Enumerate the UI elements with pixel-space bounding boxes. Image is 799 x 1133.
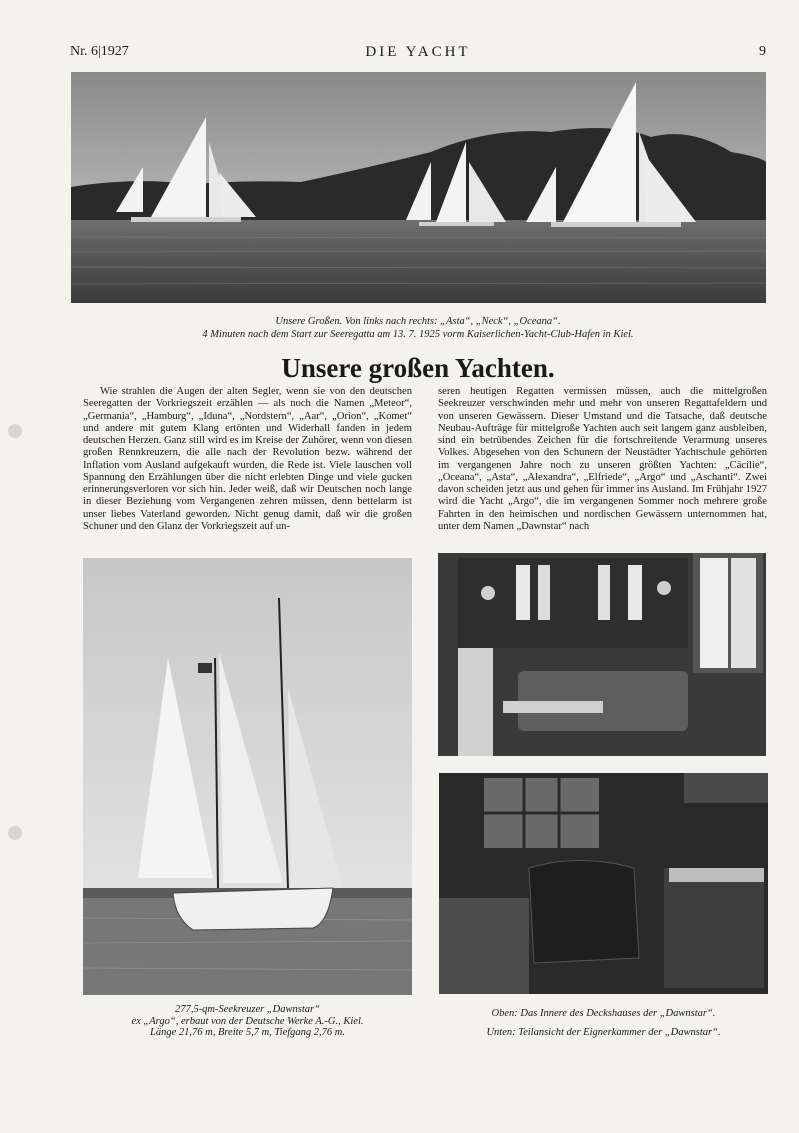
caption-line: ex „Argo“, erbaut von der Deutsche Werke A.-G., Kiel. bbox=[131, 1015, 364, 1027]
article-title: Unsere großen Yachten. bbox=[281, 353, 555, 383]
deckhouse-interior-photo bbox=[438, 553, 766, 756]
caption-line: Unsere Großen. Von links nach rechts: „Asta“, „Neck“, „Oceana“. bbox=[275, 316, 561, 327]
caption-line: Länge 21,76 m, Breite 5,7 m, Tiefgang 2,76 m. bbox=[149, 1027, 346, 1038]
page-header bbox=[70, 44, 766, 64]
schooner-photo-caption bbox=[83, 1004, 412, 1039]
punch-hole bbox=[8, 424, 22, 438]
regatta-photo bbox=[71, 72, 766, 303]
caption-line: Unten: Teilansicht der Eignerkammer der „Dawnstar“. bbox=[486, 1027, 721, 1038]
paragraph: seren heutigen Regatten vermissen müssen, auch die mittelgroßen Seekreuzer verschwinden mehr und mehr von unseren Regattafeldern und von unseren Gewässern. Dieser Umstand und die Tatsache, daß deutsche Neubau-Aufträge für mittelgroße Yachten auch seit langem ganz ausbleiben, sind ein betrübendes Zeichen für die fortschreitende Verarmung unseres Volkes. Abgesehen von den Schunern der Neustädter Yachtschule gehörten im vergangenen Jahre noch zu unseren größten Yachten: „Cäcilie“, „Oceana“, „Asta“, „Alexandra“, „Elfriede“, „Argo“ und „Aschanti“. Zwei davon scheiden jetzt aus und gehen für immer ins Ausland. Im Frühjahr 1927 wird die Yacht „Argo“, die im vergangenen Sommer noch mehrere große Fahrten in den heimischen und nordischen Gewässern unternommen hat, unter dem Namen „Dawnstar“ nach bbox=[438, 386, 767, 532]
article-column-left bbox=[83, 386, 412, 533]
paragraph: Wie strahlen die Augen der alten Segler, wenn sie von den deutschen Seeregatten der Vorkriegszeit erzählen — als noch die Namen „Meteor“, „Germania“, „Hamburg“, „Iduna“, „Nordstern“, „Aar“, „Orion“, „Komet“ und andere mit gutem Klang ertönten und Widerhall fanden in jedem deutschen Herzen. Ganz still wird es im Kreise der Zuhörer, wenn von diesen großen Rennkreuzern, die alle nach der Revolution bezw. während der Inflation vom Ausland aufgekauft wurden, die Rede ist. Viele lauschen voll Spannung den Erzählungen über die nicht erlebten Dinge und viele gucken erinnerungsverloren vor sich hin. Jeder weiß, daß wir Deutschen noch lange in dieser Beziehung vom Vergangenen zehren müssen, denn bettelarm ist unser liebes Vaterland geworden. Nicht genug damit, daß wir die großen Schuner und den Glanz der Vorkriegszeit auf un- bbox=[83, 386, 412, 532]
caption-line: 277,5-qm-Seekreuzer „Dawnstar“ bbox=[175, 1004, 320, 1015]
caption-line: 4 Minuten nach dem Start zur Seeregatta am 13. 7. 1925 vorm Kaiserlichen-Yacht-Club-Hafen in Kiel. bbox=[202, 329, 634, 340]
interior-photos-caption bbox=[439, 1004, 768, 1042]
regatta-photo-caption bbox=[70, 315, 766, 341]
magazine-title: DIE YACHT bbox=[365, 44, 471, 60]
article-column-right bbox=[438, 386, 767, 533]
issue-number: Nr. 6|1927 bbox=[70, 44, 129, 59]
owner-cabin-photo bbox=[439, 773, 768, 994]
caption-line: Oben: Das Innere des Deckshauses der „Dawnstar“. bbox=[491, 1008, 716, 1019]
page-number: 9 bbox=[759, 44, 766, 59]
punch-hole bbox=[8, 826, 22, 840]
schooner-photo bbox=[83, 558, 412, 995]
